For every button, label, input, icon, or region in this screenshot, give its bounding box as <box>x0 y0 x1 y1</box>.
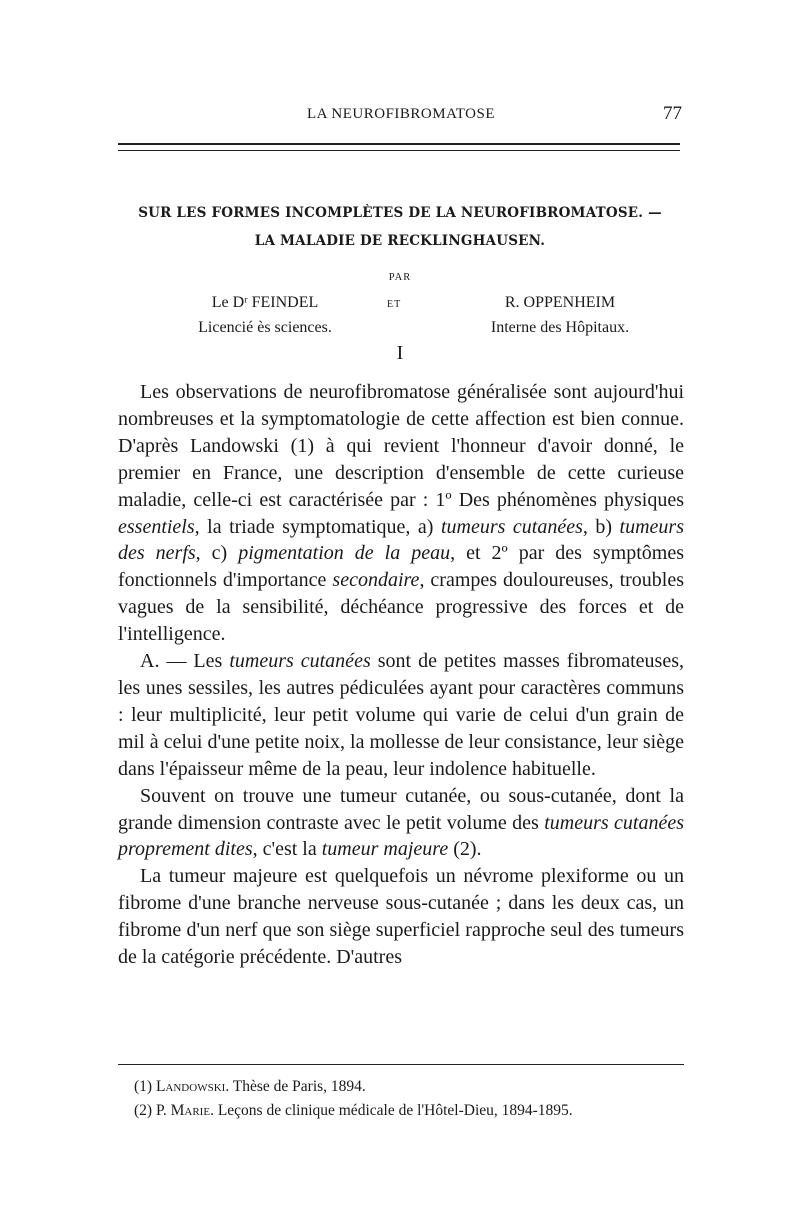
paragraph-2: A. — Les tumeurs cutanées sont de petites masses fibromateuses, les unes sessiles, les autres pédiculées ayant pour caractères communs : leur multiplicité, leur petit volume qui varie de celui d'un grain de mil à celui d'une petite noix, la mollesse de leur consistance, leur siège dans l'épaisseur même de la peau, leur indolence habituelle. <box>118 650 684 780</box>
running-head <box>118 103 684 130</box>
author-2-name: R. OPPENHEIM <box>504 294 616 311</box>
author-1-name: Le Dʳ FEINDEL <box>211 294 319 311</box>
footnotes <box>134 1075 694 1123</box>
article-title-line-2: LA MALADIE DE RECKLINGHAUSEN. <box>254 233 546 249</box>
page-number: 77 <box>663 103 682 124</box>
author-2-title: Interne des Hôpitaux. <box>490 319 630 336</box>
section-number: I <box>396 342 404 364</box>
byline-par: PAR <box>388 272 412 283</box>
header-rule <box>118 143 680 151</box>
footnote-1: (1) Landowski. Thèse de Paris, 1894. <box>134 1078 366 1095</box>
footnote-2: (2) P. Marie. Leçons de clinique médicale de l'Hôtel-Dieu, 1894-1895. <box>134 1102 573 1119</box>
author-2 <box>445 290 675 340</box>
paragraph-3: Souvent on trouve une tumeur cutanée, ou sous-cutanée, dont la grande dimension contraste avec le petit volume des tumeurs cutanées proprement dites, c'est la tumeur majeure (2). <box>118 784 684 861</box>
paragraph-4: La tumeur majeure est quelquefois un névrome plexiforme ou un fibrome d'une branche nerveuse sous-cutanée ; dans les deux cas, un fibrome d'un nerf que son siège superficiel rapproche seul des tumeurs de la catégorie précédente. D'autres <box>118 865 684 969</box>
article-title-line-1: SUR LES FORMES INCOMPLÈTES DE LA NEUROFIBROMATOSE. — <box>138 205 662 221</box>
author-1 <box>165 290 365 340</box>
footnote-rule <box>118 1064 684 1065</box>
running-head-title: LA NEUROFIBROMATOSE <box>307 106 495 122</box>
author-1-title: Licencié ès sciences. <box>198 319 332 336</box>
byline-et: ET <box>387 299 402 310</box>
body-text <box>118 379 684 971</box>
paragraph-1: Les observations de neurofibromatose généralisée sont aujourd'hui nombreuses et la symptomatologie de cette affection est bien connue. D'après Landowski (1) à qui revient l'honneur d'avoir donné, le premier en France, une description d'ensemble de cette curieuse maladie, celle-ci est caractérisée par : 1º Des phénomènes physiques essentiels, la triade symptomatique, a) tumeurs cutanées, b) tumeurs des nerfs, c) pigmentation de la peau, et 2º par des symptômes fonctionnels d'importance secondaire, crampes douloureuses, troubles vagues de la sensibilité, déchéance progressive des forces et de l'intelligence. <box>118 381 685 646</box>
